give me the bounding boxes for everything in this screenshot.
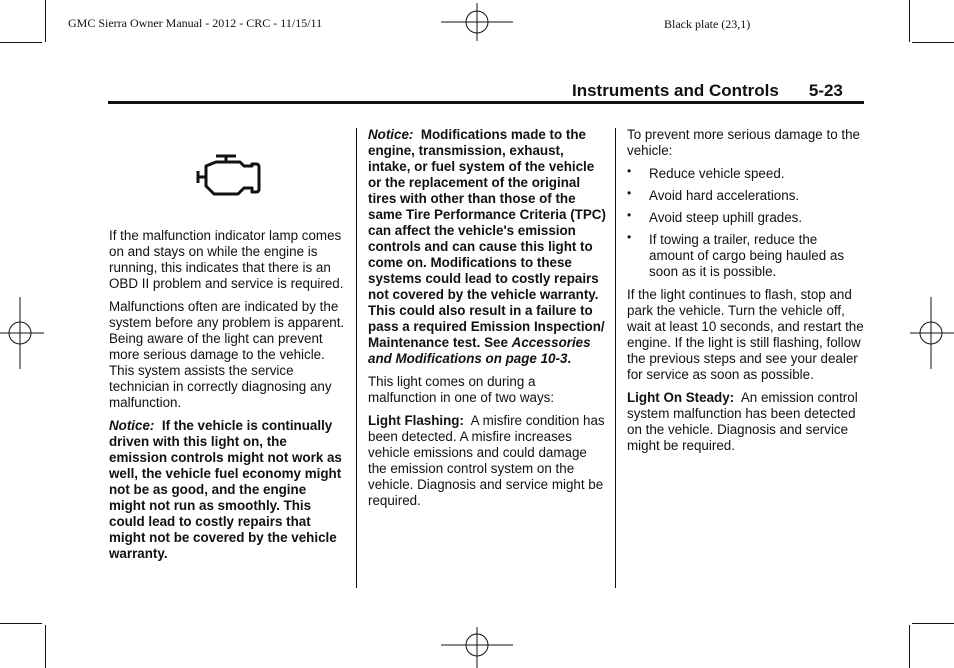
list-item: • Reduce vehicle speed. — [627, 166, 865, 182]
paragraph: This light comes on during a malfunction in one of two ways: — [368, 374, 555, 405]
notice-paragraph — [109, 418, 345, 562]
light-steady-label: Light On Steady: — [627, 390, 735, 405]
crosshair-registration-icon — [0, 297, 44, 369]
light-steady-paragraph — [627, 390, 865, 454]
paragraph: If the malfunction indicator lamp comes on and stays on while the engine is running, this indicates that there is an OBD II problem and service is required. — [109, 228, 344, 291]
list-item: • Avoid steep uphill grades. — [627, 210, 865, 226]
crosshair-registration-icon — [910, 297, 954, 369]
crop-mark — [45, 625, 46, 668]
crop-mark — [909, 625, 910, 668]
crop-mark — [912, 42, 954, 43]
section-title: Instruments and Controls — [572, 81, 779, 100]
paragraph: Malfunctions often are indicated by the system before any problem is apparent. Being aware of the light can prevent more serious damage to the vehicle. This system assists the service technician in correctly diagnosing any malfunction. — [109, 299, 345, 410]
notice-label: Notice: — [109, 418, 155, 433]
document-header-left: GMC Sierra Owner Manual - 2012 - CRC - 11/15/11 — [68, 16, 323, 30]
light-flashing-label: Light Flashing: — [368, 413, 464, 428]
crop-mark — [0, 623, 42, 624]
light-flashing-text: A misfire condition has been detected. A misfire increases vehicle emissions and could damage the emission control system on the vehicle. Diagnosis and service might be required. — [368, 413, 605, 508]
crop-mark — [909, 0, 910, 42]
text-column-1 — [109, 228, 345, 569]
text-column-3 — [627, 127, 865, 461]
light-flashing-paragraph — [368, 413, 606, 509]
column-divider — [356, 128, 357, 588]
section-heading — [572, 81, 843, 101]
list-item: • Avoid hard accelerations. — [627, 188, 865, 204]
paragraph: If the light continues to flash, stop and park the vehicle. Turn the vehicle off, wait at least 10 seconds, and restart the engine. If the light is still flashing, follow the previous steps and see your dealer for service as soon as possible. — [627, 287, 864, 382]
notice-end: . — [567, 351, 572, 366]
cross-reference-link[interactable]: Accessories and Modifications on page 10-3 — [368, 335, 591, 366]
heading-rule — [108, 101, 864, 104]
paragraph: To prevent more serious damage to the vehicle: — [627, 127, 860, 158]
notice-label: Notice: — [368, 127, 414, 142]
column-divider — [615, 128, 616, 588]
crop-mark — [0, 42, 42, 43]
light-steady-text: An emission control system malfunction has been detected on the vehicle. Diagnosis and service might be required. — [627, 390, 858, 453]
crop-mark — [45, 0, 46, 42]
notice-paragraph — [368, 127, 606, 367]
text-column-2 — [368, 127, 606, 516]
list-item: • If towing a trailer, reduce the amount of cargo being hauled as soon as it is possible. — [627, 232, 865, 280]
crosshair-registration-icon — [441, 3, 513, 41]
check-engine-icon — [196, 153, 262, 197]
crop-mark — [912, 623, 954, 624]
bullet-list — [627, 166, 865, 280]
notice-text: Modifications made to the engine, transmission, exhaust, intake, or fuel system of the vehicle or the replacement of the original tires with other than those of the same Tire Performance Criteria (TPC) can affect the vehicle's emission controls and can cause this light to come on. Modifications to these systems could lead to costly repairs not covered by the vehicle warranty. This could also result in a failure to pass a required Emission Inspection/ Maintenance test. See — [368, 127, 606, 350]
notice-text: If the vehicle is continually driven with this light on, the emission controls might not work as well, the vehicle fuel economy might not be as good, and the engine might not run as smoothly. This could lead to costly repairs that might not be covered by the vehicle warranty. — [109, 418, 342, 561]
page-number: 5-23 — [808, 81, 843, 100]
document-header-right: Black plate (23,1) — [664, 17, 751, 31]
crosshair-registration-icon — [441, 627, 513, 668]
